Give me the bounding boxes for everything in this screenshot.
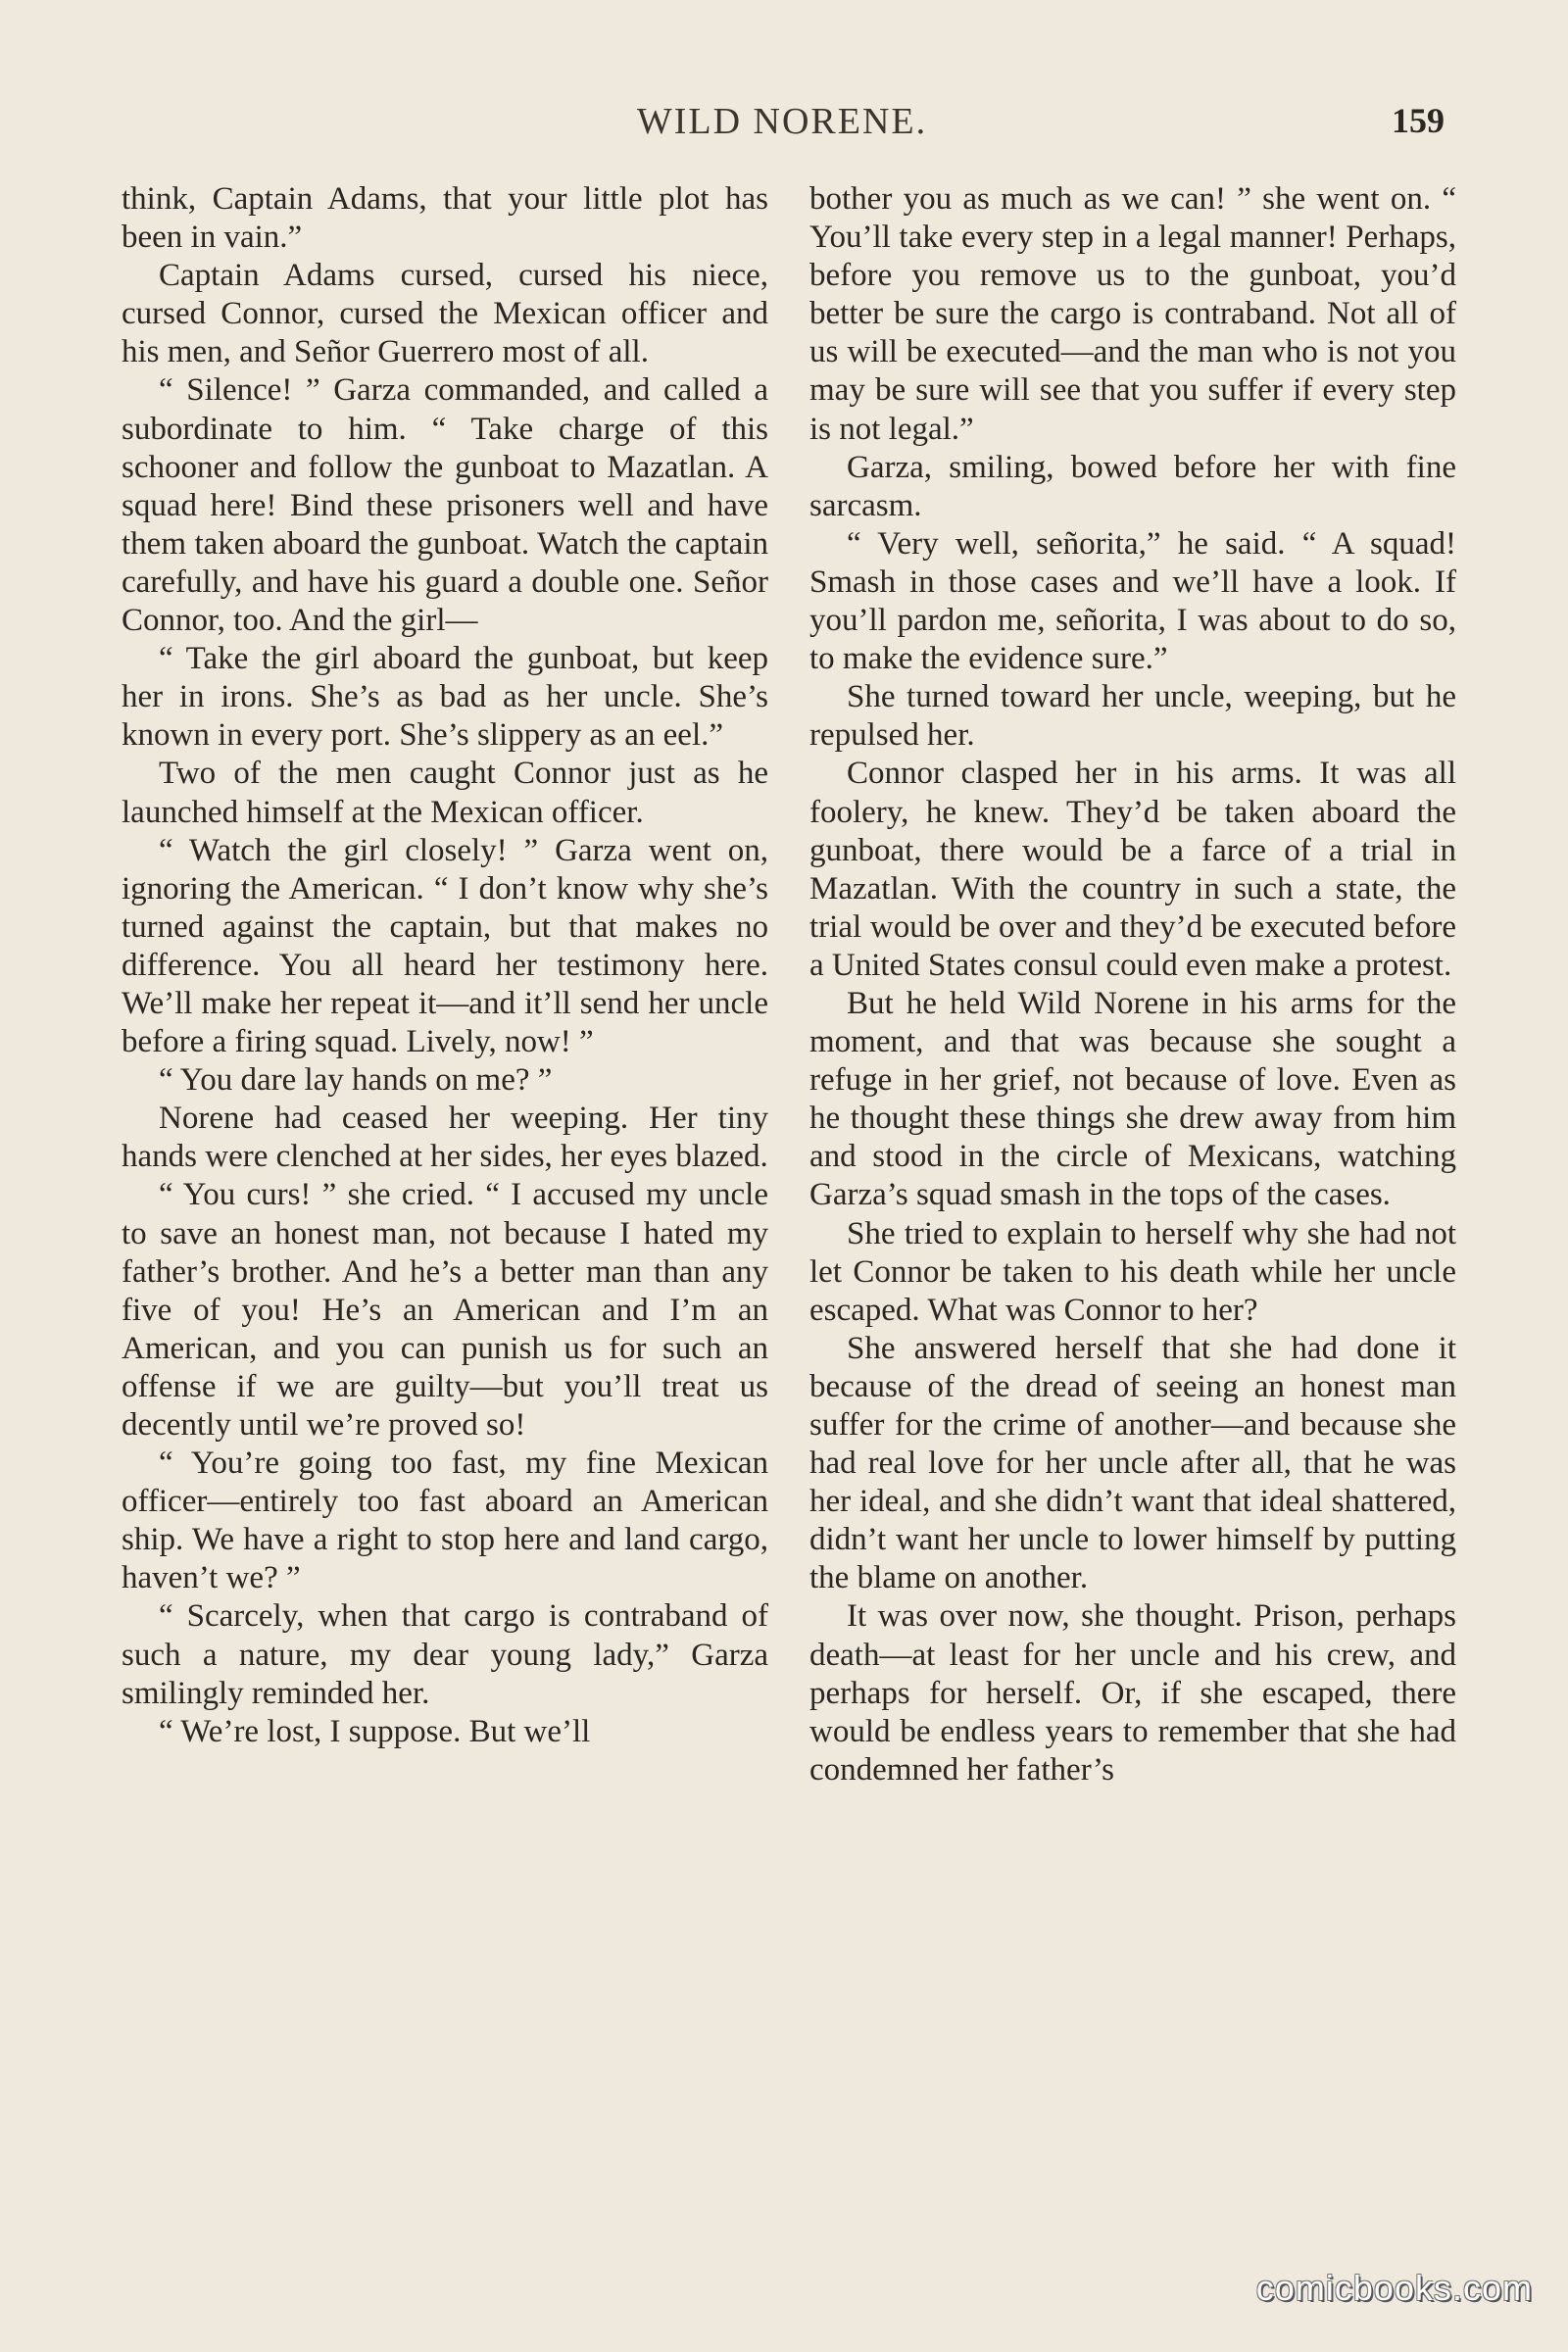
paragraph: “ Silence! ” Garza commanded, and called a subordinate to him. “ Take charge of this schooner and follow the gunboat to Mazatlan. A squad here! Bind these prisoners well and have them taken aboard the gunboat. Watch the captain carefully, and have his guard a double one. Señor Connor, too. And the girl— <box>122 372 768 639</box>
paragraph: Norene had ceased her weeping. Her tiny hands were clenched at her sides, her eyes blazed. <box>122 1101 768 1175</box>
paragraph: think, Captain Adams, that your little plot has been in vain.” <box>122 181 768 256</box>
paragraph: Captain Adams cursed, cursed his niece, cursed Connor, cursed the Mexican officer and his men, and Señor Guerrero most of all. <box>122 258 768 370</box>
paragraph: “ You curs! ” she cried. “ I accused my uncle to save an honest man, not because I hated my father’s brother. And he’s a better man than any five of you! He’s an American and I’m an American, and you can punish us for such an offense if we are guilty—but you’ll treat us decently until we’re proved so! <box>122 1177 768 1443</box>
paragraph: Two of the men caught Connor just as he launched himself at the Mexican officer. <box>122 756 768 830</box>
paragraph: “ Very well, señorita,” he said. “ A squad! Smash in those cases and we’ll have a look. If you’ll pardon me, señorita, I was about to do so, to make the evidence sure.” <box>809 525 1456 677</box>
paragraph: “ You dare lay hands on me? ” <box>159 1062 553 1099</box>
page-number: 159 <box>1392 101 1445 140</box>
paragraph: “ You’re going too fast, my fine Mexican officer—entirely too fast aboard an American ship. We have a right to stop here and land cargo, haven’t we? ” <box>122 1446 768 1596</box>
paragraph: It was over now, she thought. Prison, perhaps death—at least for her uncle and his crew, and perhaps for herself. Or, if she escaped, there would be endless years to remember that she had condemned her father’s <box>809 1598 1456 1788</box>
right-column <box>809 180 1456 1789</box>
paragraph: She answered herself that she had done it because of the dread of seeing an honest man suffer for the crime of another—and because she had real love for her uncle after all, that he was her ideal, and she didn’t want that ideal shattered, didn’t want her uncle to lower himself by putting the blame on another. <box>809 1330 1456 1596</box>
paragraph: bother you as much as we can! ” she went on. “ You’ll take every step in a legal manner! Perhaps, before you remove us to the gunboat, you’d better be sure the cargo is contraband. Not all of us will be executed—and the man who is not you may be sure will see that you suffer if every step is not legal.” <box>809 181 1456 447</box>
paragraph: “ Scarcely, when that cargo is contraband of such a nature, my dear young lady,” Garza smilingly reminded her. <box>122 1598 768 1711</box>
paragraph: Garza, smiling, bowed before her with fine sarcasm. <box>809 449 1456 523</box>
paragraph: “ We’re lost, I suppose. But we’ll <box>159 1713 591 1749</box>
paragraph: “ Take the girl aboard the gunboat, but keep her in irons. She’s as bad as her uncle. She’s known in every port. She’s slippery as an eel.” <box>122 641 768 754</box>
running-title: WILD NORENE. <box>636 101 928 142</box>
paragraph: She tried to explain to herself why she had not let Connor be taken to his death while her uncle escaped. What was Connor to her? <box>809 1215 1456 1328</box>
paragraph: But he held Wild Norene in his arms for the moment, and that was because she sought a refuge in her grief, not because of love. Even as he thought these things she drew away from him and stood in the circle of Mexicans, watching Garza’s squad smash in the tops of the cases. <box>809 985 1456 1213</box>
paragraph: Connor clasped her in his arms. It was all foolery, he knew. They’d be taken aboard the gunboat, there would be a farce of a trial in Mazatlan. With the country in such a state, the trial would be over and they’d be executed before a United States consul could even make a protest. <box>809 756 1456 983</box>
page-header <box>120 100 1445 149</box>
paragraph: She turned toward her uncle, weeping, but he repulsed her. <box>809 679 1456 754</box>
left-column <box>122 180 768 1751</box>
watermark: comicbooks.com <box>1255 2268 1533 2308</box>
paragraph: “ Watch the girl closely! ” Garza went on, ignoring the American. “ I don’t know why she’s turned against the captain, but that makes no difference. You all heard her testimony here. We’ll make her repeat it—and it’ll send her uncle before a firing squad. Lively, now! ” <box>122 832 768 1060</box>
